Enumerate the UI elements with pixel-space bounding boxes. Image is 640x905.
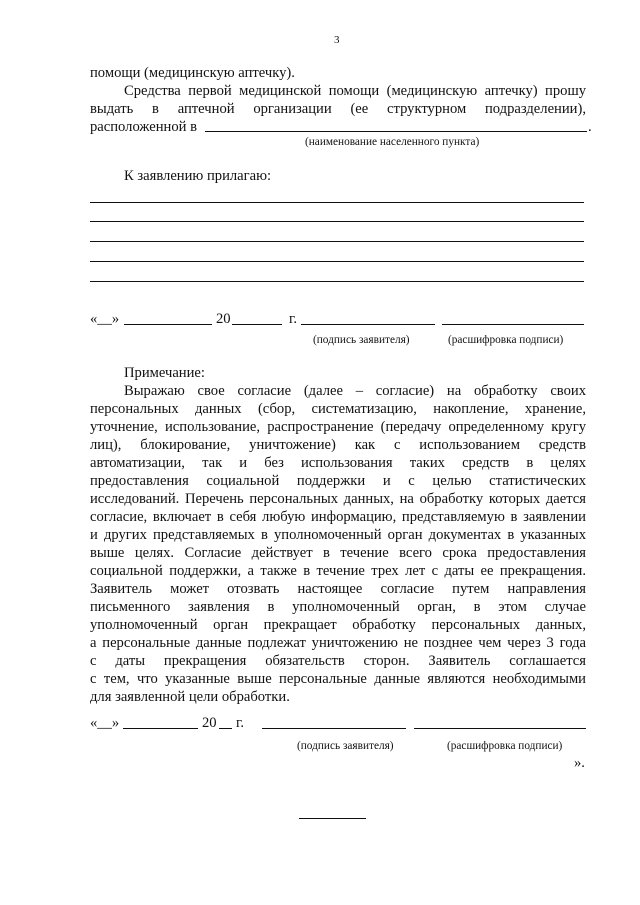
note-line: с тем, что указанные выше персональные данные являются необходимыми: [90, 671, 586, 687]
year-suffix: г.: [236, 715, 244, 731]
attachments-heading: К заявлению прилагаю:: [124, 168, 272, 184]
signature-fill-line[interactable]: [301, 324, 435, 325]
settlement-fill-line[interactable]: [205, 131, 587, 132]
note-heading: Примечание:: [124, 365, 205, 381]
year-prefix: 20: [216, 311, 231, 327]
month-fill-line[interactable]: [124, 324, 212, 325]
footer-separator: [299, 818, 366, 819]
note-line: Выражаю свое согласие (далее – согласие) на обработку своих: [124, 383, 586, 399]
note-line: письменного заявления в уполномоченный орган, в этом случае: [90, 599, 586, 615]
attachment-line[interactable]: [90, 281, 584, 282]
period: .: [588, 119, 592, 135]
text-line: помощи (медицинскую аптечку).: [90, 65, 295, 81]
date-open-quote: «__»: [90, 311, 120, 327]
note-line: лиц), блокирование, уничтожение) как с использованием средств: [90, 437, 586, 453]
note-line: согласие, включает в себя любую информацию, представляемую в заявлении: [90, 509, 586, 525]
attachment-line[interactable]: [90, 202, 584, 203]
year-suffix: г.: [289, 311, 297, 327]
closing-quote: ».: [574, 755, 585, 771]
note-line: персональных данных (сбор, систематизацию, накопление, хранение,: [90, 401, 586, 417]
note-line: социальной поддержки, а также в течение трех лет с даты ее прекращения.: [90, 563, 586, 579]
note-line: автоматизации, так и без использования таких средств в целях: [90, 455, 586, 471]
settlement-caption: (наименование населенного пункта): [305, 136, 480, 148]
signature-caption: (подпись заявителя): [297, 740, 394, 752]
year-fill-line[interactable]: [219, 728, 232, 729]
note-line: предоставления социальной поддержки и с целью статистических: [90, 473, 586, 489]
signature-caption: (подпись заявителя): [313, 334, 410, 346]
year-prefix: 20: [202, 715, 217, 731]
note-line: уточнение, использование, распространение (передачу определенному кругу: [90, 419, 586, 435]
month-fill-line[interactable]: [123, 728, 198, 729]
text-line: Средства первой медицинской помощи (медицинскую аптечку) прошу: [124, 83, 586, 99]
note-line: Заявитель может отозвать настоящее согласие путем направления: [90, 581, 586, 597]
attachment-line[interactable]: [90, 261, 584, 262]
note-line: исследований. Перечень персональных данных, на обработку которых дается: [90, 491, 586, 507]
settlement-label: расположенной в: [90, 119, 198, 135]
page-number: 3: [334, 34, 340, 46]
attachment-line[interactable]: [90, 221, 584, 222]
date-open-quote: «__»: [90, 715, 120, 731]
note-line: а персональные данные подлежат уничтожению не позднее чем через 3 года: [90, 635, 586, 651]
decoding-caption: (расшифровка подписи): [447, 740, 563, 752]
note-line: уполномоченный орган прекращает обработку персональных данных,: [90, 617, 586, 633]
decoding-caption: (расшифровка подписи): [448, 334, 564, 346]
text-line: выдать в аптечной организации (ее структурном подразделении),: [90, 101, 586, 117]
decoding-fill-line[interactable]: [442, 324, 584, 325]
attachment-line[interactable]: [90, 241, 584, 242]
decoding-fill-line[interactable]: [414, 728, 586, 729]
note-line: выше целях. Согласие действует в течение всего срока предоставления: [90, 545, 586, 561]
note-line: и других представляемых в уполномоченный орган документах в указанных: [90, 527, 586, 543]
note-line: с даты прекращения обязательств сторон. Заявитель соглашается: [90, 653, 586, 669]
year-fill-line[interactable]: [232, 324, 282, 325]
note-line: для заявленной цели обработки.: [90, 689, 290, 705]
signature-fill-line[interactable]: [262, 728, 406, 729]
